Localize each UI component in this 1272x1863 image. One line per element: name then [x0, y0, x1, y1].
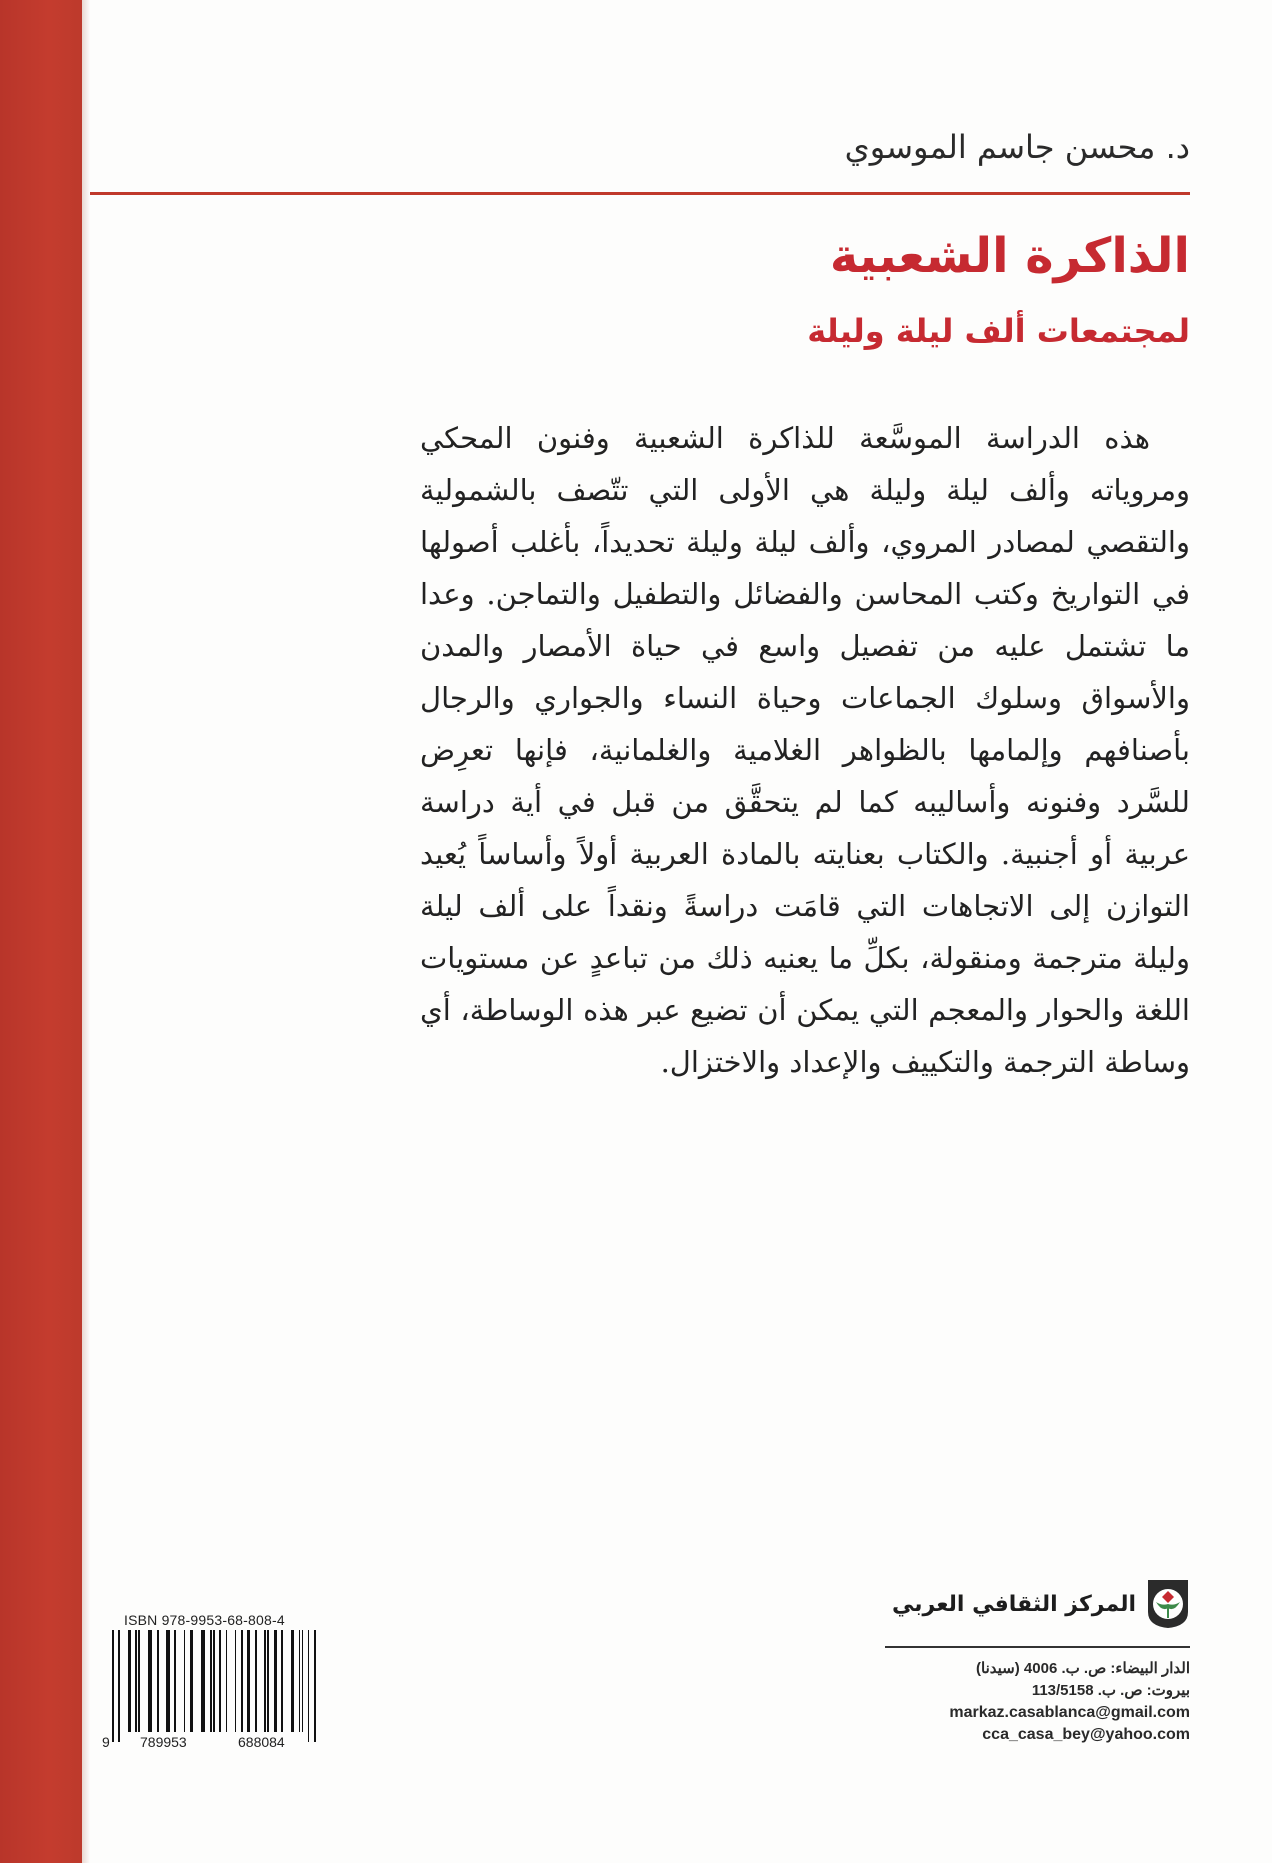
barcode-bar	[281, 1630, 283, 1732]
barcode-bar	[148, 1630, 153, 1732]
book-subtitle: لمجتمعات ألف ليلة وليلة	[807, 312, 1190, 350]
book-spine-strip	[0, 0, 82, 1863]
barcode-bar	[302, 1630, 304, 1732]
barcode-bar	[128, 1630, 131, 1732]
barcode-bar	[210, 1630, 212, 1732]
barcode-bar	[219, 1630, 221, 1732]
barcode-bar	[308, 1630, 310, 1742]
barcode-bar	[157, 1630, 159, 1732]
barcode-bar	[264, 1630, 266, 1732]
barcode-bar	[118, 1630, 120, 1742]
barcode-bar	[166, 1630, 169, 1732]
barcode-bar	[314, 1630, 316, 1742]
barcode-digits-left: 789953	[140, 1734, 187, 1750]
barcode-bars	[102, 1630, 312, 1750]
barcode-bar	[213, 1630, 215, 1732]
barcode-digits-right: 688084	[238, 1734, 285, 1750]
publisher-address-casablanca: الدار البيضاء: ص. ب. 4006 (سيدنا)	[976, 1660, 1190, 1677]
barcode-bar	[299, 1630, 301, 1732]
barcode-bar	[247, 1630, 250, 1732]
author-divider	[90, 192, 1190, 195]
publisher-name: المركز الثقافي العربي	[892, 1591, 1136, 1617]
barcode-bar	[226, 1630, 228, 1732]
barcode-bar	[255, 1630, 257, 1732]
barcode-bar	[184, 1630, 186, 1732]
barcode-digit-first: 9	[102, 1734, 110, 1750]
isbn-label: ISBN 978-9953-68-808-4	[124, 1612, 285, 1628]
publisher-divider	[885, 1646, 1190, 1648]
barcode-bar	[190, 1630, 193, 1732]
barcode-bar	[135, 1630, 137, 1732]
publisher-header	[885, 1578, 1190, 1630]
publisher-email-2: cca_casa_bey@yahoo.com	[982, 1726, 1190, 1743]
flower-shield-icon	[1146, 1578, 1190, 1630]
back-cover-blurb	[420, 412, 1190, 1088]
barcode-bar	[201, 1630, 206, 1732]
barcode-bar	[267, 1630, 269, 1732]
barcode-bar	[291, 1630, 294, 1732]
book-title: الذاكرة الشعبية	[829, 228, 1190, 284]
barcode-bar	[174, 1630, 176, 1732]
spine-edge-shadow	[82, 0, 90, 1863]
author-name: د. محسن جاسم الموسوي	[844, 128, 1190, 166]
barcode-bar	[274, 1630, 277, 1732]
publisher-address-beirut: بيروت: ص. ب. 113/5158	[1031, 1682, 1190, 1699]
barcode-bar	[241, 1630, 243, 1732]
barcode-bar	[235, 1630, 237, 1732]
publisher-block	[885, 1578, 1190, 1746]
publisher-email-1: markaz.casablanca@gmail.com	[949, 1704, 1190, 1721]
barcode-bar	[138, 1630, 140, 1732]
isbn-barcode	[102, 1612, 312, 1750]
blurb-paragraph: هذه الدراسة الموسَّعة للذاكرة الشعبية وفنون المحكي ومروياته وألف ليلة وليلة هي الأولى التي تتّصف بالشمولية والتقصي لمصادر المروي، وألف ليلة وليلة تحديداً، بأغلب أصولها في التواريخ وكتب المحاسن والفضائل والتطفيل والتماجن. وعدا ما تشتمل عليه من تفصيل واسع في حياة الأمصار والمدن والأسواق وسلوك الجماعات وحياة النساء والجواري والرجال بأصنافهم وإلمامها بالظواهر الغلامية والغلمانية، فإنها تعرِض للسَّرد وفنونه وأساليبه كما لم يتحقَّق من قبل في أية دراسة عربية أو أجنبية. والكتاب بعنايته بالمادة العربية أولاً وأساساً يُعيد التوازن إلى الاتجاهات التي قامَت دراسةً ونقداً على ألف ليلة وليلة مترجمة ومنقولة، بكلِّ ما يعنيه ذلك من تباعدٍ عن مستويات اللغة والحوار والمعجم التي يمكن أن تضيع عبر هذه الوساطة، أي وساطة الترجمة والتكييف والإعداد والاختزال.	[420, 421, 1190, 1079]
barcode-bar	[112, 1630, 114, 1742]
